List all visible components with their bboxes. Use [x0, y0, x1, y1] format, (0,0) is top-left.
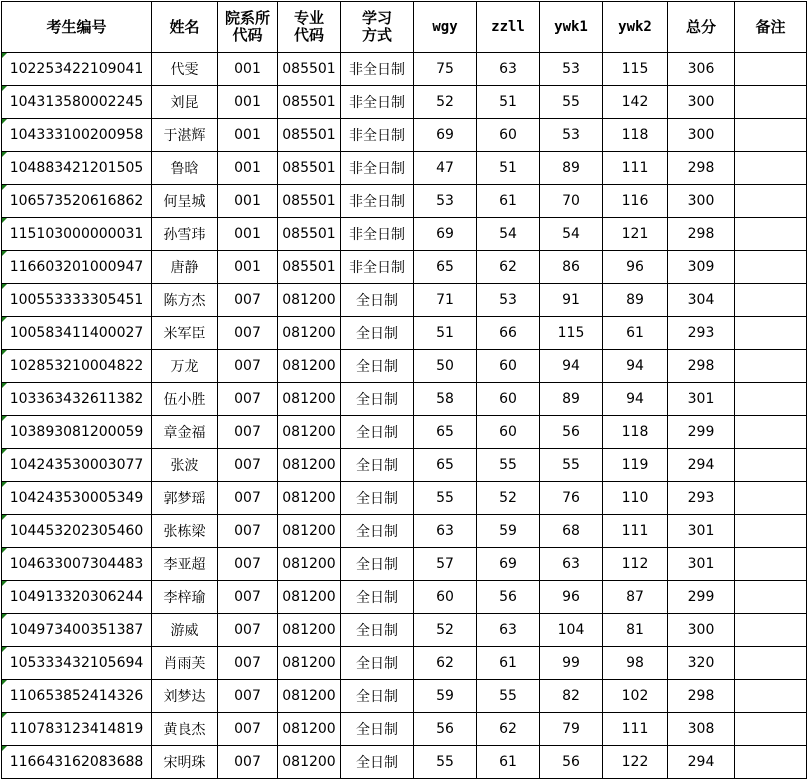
major-code-cell: 085501	[278, 53, 341, 86]
name-cell: 游威	[152, 614, 218, 647]
study-mode-cell: 全日制	[341, 416, 414, 449]
wgy-cell: 55	[414, 746, 477, 779]
dept-code-cell: 007	[218, 284, 278, 317]
name-cell: 李亚超	[152, 548, 218, 581]
study-mode-cell: 非全日制	[341, 119, 414, 152]
ywk2-cell: 96	[603, 251, 668, 284]
ywk1-cell: 53	[540, 119, 603, 152]
zzll-cell: 53	[477, 284, 540, 317]
wgy-cell: 63	[414, 515, 477, 548]
dept-code-cell: 007	[218, 614, 278, 647]
major-code-cell: 085501	[278, 218, 341, 251]
table-body	[2, 53, 807, 779]
exam-id-cell: 102253422109041	[2, 53, 152, 86]
exam-id-cell: 103363432611382	[2, 383, 152, 416]
ywk1-cell: 76	[540, 482, 603, 515]
remark-cell	[735, 53, 807, 86]
dept-code-cell: 007	[218, 647, 278, 680]
total-cell: 298	[668, 680, 735, 713]
study-mode-cell: 全日制	[341, 350, 414, 383]
remark-cell	[735, 614, 807, 647]
dept-code-cell: 007	[218, 581, 278, 614]
dept-code-cell: 007	[218, 482, 278, 515]
major-code-cell: 081200	[278, 614, 341, 647]
col-header-ywk1: ywk1	[540, 2, 603, 53]
wgy-cell: 52	[414, 614, 477, 647]
major-code-cell: 085501	[278, 86, 341, 119]
wgy-cell: 56	[414, 713, 477, 746]
ywk2-cell: 112	[603, 548, 668, 581]
exam-id-cell: 105333432105694	[2, 647, 152, 680]
name-cell: 张栋梁	[152, 515, 218, 548]
table-row	[2, 647, 807, 680]
study-mode-cell: 全日制	[341, 515, 414, 548]
total-cell: 301	[668, 383, 735, 416]
study-mode-cell: 非全日制	[341, 86, 414, 119]
ywk2-cell: 142	[603, 86, 668, 119]
ywk1-cell: 70	[540, 185, 603, 218]
remark-cell	[735, 383, 807, 416]
total-cell: 308	[668, 713, 735, 746]
exam-id-cell: 106573520616862	[2, 185, 152, 218]
zzll-cell: 60	[477, 383, 540, 416]
name-cell: 陈方杰	[152, 284, 218, 317]
name-cell: 李梓瑜	[152, 581, 218, 614]
name-cell: 孙雪玮	[152, 218, 218, 251]
study-mode-cell: 全日制	[341, 680, 414, 713]
major-code-cell: 081200	[278, 515, 341, 548]
total-cell: 304	[668, 284, 735, 317]
dept-code-cell: 001	[218, 185, 278, 218]
study-mode-cell: 非全日制	[341, 185, 414, 218]
major-code-cell: 081200	[278, 581, 341, 614]
dept-code-cell: 007	[218, 713, 278, 746]
remark-cell	[735, 713, 807, 746]
study-mode-cell: 非全日制	[341, 53, 414, 86]
wgy-cell: 65	[414, 251, 477, 284]
zzll-cell: 54	[477, 218, 540, 251]
remark-cell	[735, 350, 807, 383]
total-cell: 300	[668, 86, 735, 119]
zzll-cell: 61	[477, 746, 540, 779]
ywk1-cell: 96	[540, 581, 603, 614]
remark-cell	[735, 317, 807, 350]
table-row	[2, 152, 807, 185]
ywk1-cell: 56	[540, 416, 603, 449]
ywk1-cell: 68	[540, 515, 603, 548]
remark-cell	[735, 482, 807, 515]
wgy-cell: 59	[414, 680, 477, 713]
wgy-cell: 52	[414, 86, 477, 119]
name-cell: 章金福	[152, 416, 218, 449]
total-cell: 293	[668, 317, 735, 350]
zzll-cell: 63	[477, 53, 540, 86]
table-row	[2, 119, 807, 152]
name-cell: 宋明珠	[152, 746, 218, 779]
major-code-cell: 081200	[278, 284, 341, 317]
name-cell: 代雯	[152, 53, 218, 86]
zzll-cell: 62	[477, 251, 540, 284]
remark-cell	[735, 548, 807, 581]
ywk2-cell: 121	[603, 218, 668, 251]
study-mode-cell: 全日制	[341, 548, 414, 581]
dept-code-cell: 001	[218, 218, 278, 251]
zzll-cell: 51	[477, 86, 540, 119]
total-cell: 299	[668, 581, 735, 614]
zzll-cell: 60	[477, 350, 540, 383]
study-mode-cell: 全日制	[341, 317, 414, 350]
zzll-cell: 59	[477, 515, 540, 548]
ywk1-cell: 91	[540, 284, 603, 317]
study-mode-cell: 全日制	[341, 482, 414, 515]
wgy-cell: 58	[414, 383, 477, 416]
name-cell: 鲁晗	[152, 152, 218, 185]
table-row	[2, 383, 807, 416]
remark-cell	[735, 647, 807, 680]
table-row	[2, 680, 807, 713]
total-cell: 299	[668, 416, 735, 449]
table-row	[2, 515, 807, 548]
remark-cell	[735, 251, 807, 284]
zzll-cell: 66	[477, 317, 540, 350]
dept-code-cell: 001	[218, 119, 278, 152]
name-cell: 万龙	[152, 350, 218, 383]
total-cell: 298	[668, 350, 735, 383]
major-code-cell: 081200	[278, 680, 341, 713]
exam-id-cell: 102853210004822	[2, 350, 152, 383]
study-mode-cell: 全日制	[341, 713, 414, 746]
ywk2-cell: 119	[603, 449, 668, 482]
table-row	[2, 548, 807, 581]
exam-id-cell: 115103000000031	[2, 218, 152, 251]
ywk1-cell: 82	[540, 680, 603, 713]
exam-id-cell: 104453202305460	[2, 515, 152, 548]
ywk1-cell: 99	[540, 647, 603, 680]
major-code-cell: 085501	[278, 152, 341, 185]
study-mode-cell: 全日制	[341, 647, 414, 680]
remark-cell	[735, 152, 807, 185]
dept-code-cell: 007	[218, 317, 278, 350]
ywk2-cell: 111	[603, 515, 668, 548]
table-row	[2, 284, 807, 317]
wgy-cell: 47	[414, 152, 477, 185]
major-code-cell: 081200	[278, 746, 341, 779]
col-header-exam-id: 考生编号	[2, 2, 152, 53]
remark-cell	[735, 416, 807, 449]
dept-code-cell: 001	[218, 152, 278, 185]
col-header-ywk2: ywk2	[603, 2, 668, 53]
ywk2-cell: 111	[603, 713, 668, 746]
study-mode-cell: 全日制	[341, 581, 414, 614]
major-code-cell: 081200	[278, 548, 341, 581]
study-mode-cell: 非全日制	[341, 251, 414, 284]
wgy-cell: 51	[414, 317, 477, 350]
ywk1-cell: 86	[540, 251, 603, 284]
header-row	[2, 2, 807, 53]
col-header-study-mode-label: 学习 方式	[361, 9, 392, 44]
wgy-cell: 65	[414, 416, 477, 449]
ywk2-cell: 102	[603, 680, 668, 713]
table-row	[2, 350, 807, 383]
col-header-name: 姓名	[152, 2, 218, 53]
col-header-dept-code	[218, 2, 278, 53]
table-row	[2, 53, 807, 86]
table-row	[2, 713, 807, 746]
major-code-cell: 081200	[278, 449, 341, 482]
ywk2-cell: 89	[603, 284, 668, 317]
study-mode-cell: 非全日制	[341, 218, 414, 251]
table-row	[2, 185, 807, 218]
table-row	[2, 614, 807, 647]
ywk2-cell: 98	[603, 647, 668, 680]
col-header-total: 总分	[668, 2, 735, 53]
ywk2-cell: 61	[603, 317, 668, 350]
study-mode-cell: 全日制	[341, 284, 414, 317]
exam-id-cell: 104313580002245	[2, 86, 152, 119]
dept-code-cell: 007	[218, 680, 278, 713]
major-code-cell: 081200	[278, 317, 341, 350]
study-mode-cell: 全日制	[341, 746, 414, 779]
remark-cell	[735, 515, 807, 548]
zzll-cell: 61	[477, 647, 540, 680]
total-cell: 301	[668, 548, 735, 581]
ywk2-cell: 110	[603, 482, 668, 515]
zzll-cell: 60	[477, 416, 540, 449]
wgy-cell: 75	[414, 53, 477, 86]
zzll-cell: 51	[477, 152, 540, 185]
col-header-wgy: wgy	[414, 2, 477, 53]
total-cell: 300	[668, 185, 735, 218]
study-mode-cell: 全日制	[341, 449, 414, 482]
exam-id-cell: 103893081200059	[2, 416, 152, 449]
name-cell: 郭梦瑶	[152, 482, 218, 515]
major-code-cell: 081200	[278, 647, 341, 680]
total-cell: 294	[668, 449, 735, 482]
ywk1-cell: 104	[540, 614, 603, 647]
remark-cell	[735, 185, 807, 218]
table-row	[2, 482, 807, 515]
name-cell: 唐静	[152, 251, 218, 284]
name-cell: 黄良杰	[152, 713, 218, 746]
zzll-cell: 56	[477, 581, 540, 614]
remark-cell	[735, 119, 807, 152]
dept-code-cell: 001	[218, 251, 278, 284]
wgy-cell: 50	[414, 350, 477, 383]
exam-id-cell: 100553333305451	[2, 284, 152, 317]
major-code-cell: 085501	[278, 185, 341, 218]
exam-id-cell: 110783123414819	[2, 713, 152, 746]
zzll-cell: 69	[477, 548, 540, 581]
zzll-cell: 61	[477, 185, 540, 218]
ywk1-cell: 115	[540, 317, 603, 350]
exam-id-cell: 104333100200958	[2, 119, 152, 152]
ywk1-cell: 79	[540, 713, 603, 746]
total-cell: 306	[668, 53, 735, 86]
ywk2-cell: 94	[603, 350, 668, 383]
dept-code-cell: 001	[218, 53, 278, 86]
exam-id-cell: 104973400351387	[2, 614, 152, 647]
table-row	[2, 86, 807, 119]
major-code-cell: 081200	[278, 416, 341, 449]
table-row	[2, 218, 807, 251]
remark-cell	[735, 746, 807, 779]
wgy-cell: 71	[414, 284, 477, 317]
wgy-cell: 62	[414, 647, 477, 680]
dept-code-cell: 007	[218, 746, 278, 779]
total-cell: 301	[668, 515, 735, 548]
ywk1-cell: 94	[540, 350, 603, 383]
ywk2-cell: 87	[603, 581, 668, 614]
name-cell: 何呈城	[152, 185, 218, 218]
total-cell: 300	[668, 614, 735, 647]
ywk2-cell: 94	[603, 383, 668, 416]
exam-id-cell: 116603201000947	[2, 251, 152, 284]
ywk2-cell: 118	[603, 416, 668, 449]
ywk2-cell: 122	[603, 746, 668, 779]
name-cell: 米军臣	[152, 317, 218, 350]
major-code-cell: 081200	[278, 482, 341, 515]
wgy-cell: 69	[414, 218, 477, 251]
exam-id-cell: 116643162083688	[2, 746, 152, 779]
total-cell: 320	[668, 647, 735, 680]
exam-id-cell: 104243530005349	[2, 482, 152, 515]
major-code-cell: 081200	[278, 350, 341, 383]
exam-id-cell: 104913320306244	[2, 581, 152, 614]
study-mode-cell: 全日制	[341, 614, 414, 647]
exam-id-cell: 104243530003077	[2, 449, 152, 482]
table-row	[2, 416, 807, 449]
major-code-cell: 085501	[278, 119, 341, 152]
total-cell: 294	[668, 746, 735, 779]
dept-code-cell: 007	[218, 449, 278, 482]
exam-id-cell: 104633007304483	[2, 548, 152, 581]
exam-id-cell: 100583411400027	[2, 317, 152, 350]
zzll-cell: 52	[477, 482, 540, 515]
remark-cell	[735, 218, 807, 251]
col-header-zzll: zzll	[477, 2, 540, 53]
table-row	[2, 251, 807, 284]
col-header-major-code	[278, 2, 341, 53]
dept-code-cell: 007	[218, 350, 278, 383]
table-row	[2, 317, 807, 350]
ywk2-cell: 116	[603, 185, 668, 218]
name-cell: 于湛辉	[152, 119, 218, 152]
ywk1-cell: 89	[540, 383, 603, 416]
zzll-cell: 55	[477, 680, 540, 713]
major-code-cell: 085501	[278, 251, 341, 284]
ywk1-cell: 63	[540, 548, 603, 581]
zzll-cell: 63	[477, 614, 540, 647]
table-row	[2, 581, 807, 614]
name-cell: 刘昆	[152, 86, 218, 119]
wgy-cell: 57	[414, 548, 477, 581]
dept-code-cell: 007	[218, 416, 278, 449]
dept-code-cell: 007	[218, 383, 278, 416]
remark-cell	[735, 680, 807, 713]
total-cell: 298	[668, 152, 735, 185]
total-cell: 293	[668, 482, 735, 515]
name-cell: 伍小胜	[152, 383, 218, 416]
ywk2-cell: 118	[603, 119, 668, 152]
zzll-cell: 62	[477, 713, 540, 746]
zzll-cell: 60	[477, 119, 540, 152]
score-table	[1, 1, 807, 779]
wgy-cell: 60	[414, 581, 477, 614]
dept-code-cell: 007	[218, 548, 278, 581]
remark-cell	[735, 449, 807, 482]
name-cell: 张波	[152, 449, 218, 482]
col-header-dept-code-label: 院系所 代码	[224, 9, 270, 44]
col-header-major-code-label: 专业 代码	[293, 9, 324, 44]
dept-code-cell: 007	[218, 515, 278, 548]
exam-id-cell: 104883421201505	[2, 152, 152, 185]
col-header-remark: 备注	[735, 2, 807, 53]
total-cell: 309	[668, 251, 735, 284]
study-mode-cell: 全日制	[341, 383, 414, 416]
name-cell: 肖雨芙	[152, 647, 218, 680]
col-header-study-mode	[341, 2, 414, 53]
ywk1-cell: 55	[540, 449, 603, 482]
total-cell: 298	[668, 218, 735, 251]
exam-id-cell: 110653852414326	[2, 680, 152, 713]
remark-cell	[735, 284, 807, 317]
remark-cell	[735, 581, 807, 614]
ywk1-cell: 56	[540, 746, 603, 779]
ywk1-cell: 89	[540, 152, 603, 185]
ywk1-cell: 53	[540, 53, 603, 86]
wgy-cell: 55	[414, 482, 477, 515]
zzll-cell: 55	[477, 449, 540, 482]
wgy-cell: 53	[414, 185, 477, 218]
remark-cell	[735, 86, 807, 119]
table-row	[2, 449, 807, 482]
ywk2-cell: 115	[603, 53, 668, 86]
study-mode-cell: 非全日制	[341, 152, 414, 185]
total-cell: 300	[668, 119, 735, 152]
ywk1-cell: 54	[540, 218, 603, 251]
name-cell: 刘梦达	[152, 680, 218, 713]
wgy-cell: 65	[414, 449, 477, 482]
dept-code-cell: 001	[218, 86, 278, 119]
ywk2-cell: 111	[603, 152, 668, 185]
ywk2-cell: 81	[603, 614, 668, 647]
wgy-cell: 69	[414, 119, 477, 152]
major-code-cell: 081200	[278, 383, 341, 416]
major-code-cell: 081200	[278, 713, 341, 746]
table-row	[2, 746, 807, 779]
ywk1-cell: 55	[540, 86, 603, 119]
